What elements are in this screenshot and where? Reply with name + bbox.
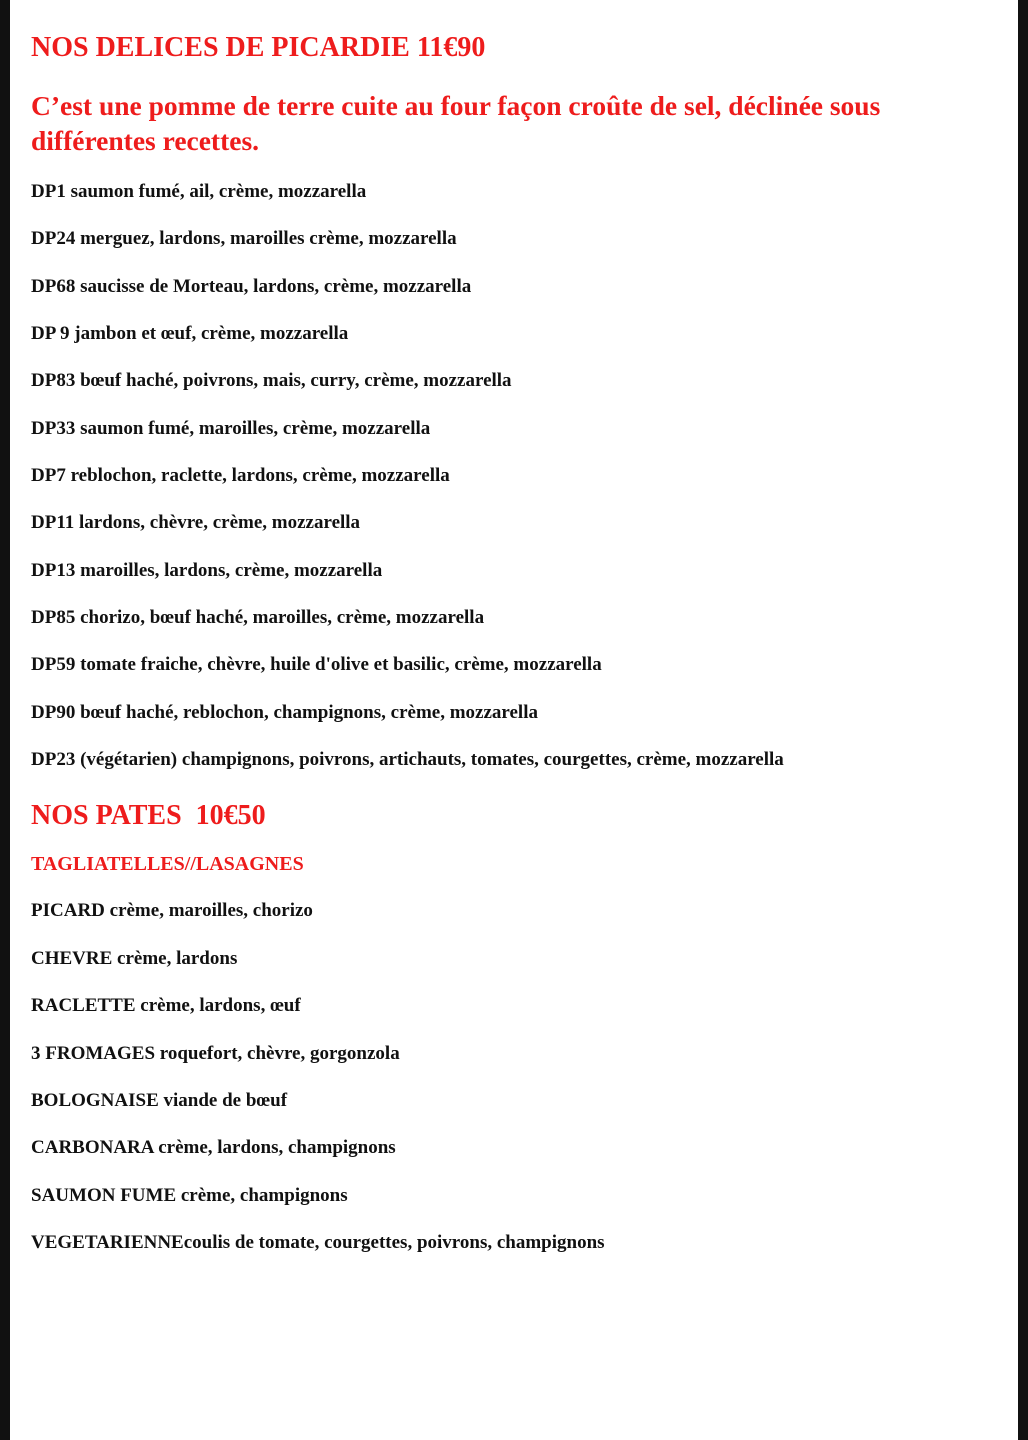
menu-item: DP90 bœuf haché, reblochon, champignons, crème, mozzarella [31, 701, 538, 723]
menu-item: DP68 saucisse de Morteau, lardons, crème, mozzarella [31, 275, 472, 297]
section-title-delices: NOS DELICES DE PICARDIE 11€90 [31, 32, 486, 63]
menu-item: DP83 bœuf haché, poivrons, mais, curry, crème, mozzarella [31, 370, 512, 392]
menu-item: DP24 merguez, lardons, maroilles crème, mozzarella [31, 228, 457, 250]
menu-content [31, 32, 1011, 1278]
menu-item: SAUMON FUME crème, champignons [31, 1184, 348, 1206]
menu-item: DP11 lardons, chèvre, crème, mozzarella [31, 512, 361, 534]
menu-item: CARBONARA crème, lardons, champignons [31, 1137, 396, 1159]
pates-list [31, 899, 1011, 1278]
section-title-pates: NOS PATES 10€50 [31, 800, 266, 832]
menu-item: RACLETTE crème, lardons, œuf [31, 995, 301, 1017]
menu-item: DP85 chorizo, bœuf haché, maroilles, crème, mozzarella [31, 607, 485, 629]
menu-item: DP23 (végétarien) champignons, poivrons, artichauts, tomates, courgettes, crème, mozzarella [31, 749, 784, 771]
delices-list [31, 180, 1011, 795]
menu-item: PICARD crème, maroilles, chorizo [31, 900, 313, 922]
menu-item: DP59 tomate fraiche, chèvre, huile d'olive et basilic, crème, mozzarella [31, 654, 602, 676]
menu-item: DP33 saumon fumé, maroilles, crème, mozzarella [31, 417, 431, 439]
section-intro-delices: C’est une pomme de terre cuite au four façon croûte de sel, déclinée sous différentes recettes. [31, 90, 881, 156]
menu-item: DP1 saumon fumé, ail, crème, mozzarella [31, 181, 367, 202]
menu-page [10, 0, 1018, 1440]
menu-item: DP7 reblochon, raclette, lardons, crème, mozzarella [31, 465, 450, 487]
menu-item: 3 FROMAGES roquefort, chèvre, gorgonzola [31, 1042, 400, 1064]
menu-item: DP13 maroilles, lardons, crème, mozzarella [31, 559, 383, 581]
menu-item: CHEVRE crème, lardons [31, 947, 238, 969]
menu-item: VEGETARIENNEcoulis de tomate, courgettes, poivrons, champignons [31, 1231, 605, 1253]
section-subtitle-pates: TAGLIATELLES//LASAGNES [31, 853, 304, 876]
menu-item: DP 9 jambon et œuf, crème, mozzarella [31, 323, 349, 345]
menu-item: BOLOGNAISE viande de bœuf [31, 1089, 288, 1111]
